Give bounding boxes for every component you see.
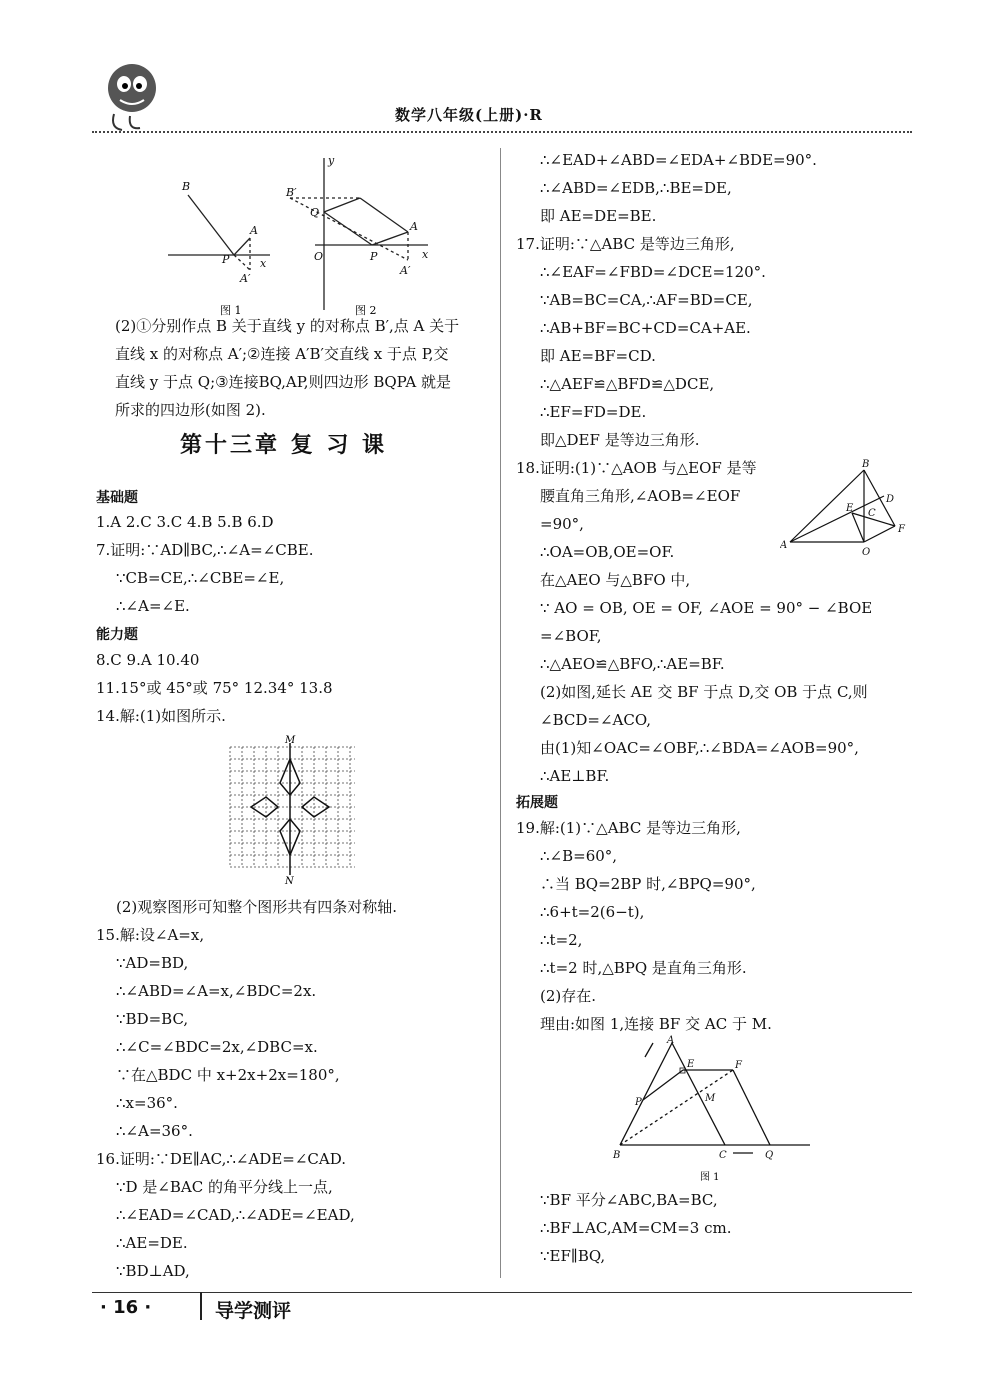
svg-text:Q: Q [310,206,320,219]
solution-line: ∵EF∥BQ, [540,1247,606,1265]
solution-line: ∴当 BQ=2BP 时,∠BPQ=90°, [540,875,756,893]
section-ability: 能力题 [96,627,138,643]
svg-text:A: A [410,220,418,233]
proof-line: 16.证明:∵DE∥AC,∴∠ADE=∠CAD. [96,1150,346,1168]
solution-line: ∴6+t=2(6−t), [540,903,645,921]
proof-line: ∵CB=CE,∴∠CBE=∠E, [116,569,285,587]
proof-line: ∴△AEF≌△BFD≌△DCE, [540,375,715,393]
solution-line: ∴∠B=60°, [540,847,618,865]
fig2-qp [324,212,372,245]
solution-line: ∴t=2, [540,931,583,949]
solution-line: (2)存在. [540,987,597,1005]
svg-text:B: B [862,459,870,470]
proof-line: ∠BCD=∠ACO, [540,711,652,729]
svg-text:C: C [719,1150,727,1161]
fig19-caption: 图 1 [700,1172,720,1183]
svg-text:E: E [846,503,854,514]
svg-text:O: O [314,250,324,263]
section-basic: 基础题 [96,490,138,506]
left-line-3: 直线 y 于点 Q;③连接BQ,AP,则四边形 BQPA 就是 [115,373,451,391]
footer-divider [92,1292,912,1293]
proof-line: ∵BD⊥AD, [116,1262,190,1280]
proof-line: ∵AB=BC=CA,∴AF=BD=CE, [540,291,753,309]
solution-line: ∴t=2 时,△BPQ 是直角三角形. [540,959,747,977]
footer-separator [200,1292,202,1320]
proof-line: =∠BOF, [540,627,602,645]
solution-line: ∴BF⊥AC,AM=CM=3 cm. [540,1219,732,1237]
solution-line: ∵BD=BC, [116,1010,189,1028]
proof-line: 即 AE=BF=CD. [540,347,656,365]
fig2-caption: 图 2 [355,304,377,317]
proof-line: ∵ AO = OB, OE = OF, ∠AOE = 90° − ∠BOE [540,599,873,617]
proof-line: 即 AE=DE=BE. [540,207,657,225]
svg-text:A: A [667,1035,675,1046]
svg-text:x: x [422,248,429,261]
svg-text:E: E [687,1059,695,1070]
svg-text:B′: B′ [286,186,297,199]
fig1-pa [234,238,250,255]
proof-line: 7.证明:∵AD∥BC,∴∠A=∠CBE. [96,541,314,559]
solution-line: 19.解:(1)∵△ABC 是等边三角形, [516,819,741,837]
solution-line: 14.解:(1)如图所示. [96,707,226,725]
proof-line: ∵D 是∠BAC 的角平分线上一点, [116,1178,333,1196]
svg-text:A′: A′ [400,264,411,277]
figure-1-2 [160,150,450,320]
proof-line: ∴∠EAD+∠ABD=∠EDA+∠BDE=90°. [540,151,817,169]
proof-line: ∴∠A=∠E. [116,597,190,615]
solution-line: 理由:如图 1,连接 BF 交 AC 于 M. [540,1015,772,1033]
svg-text:A′: A′ [240,272,251,285]
figure-18 [780,458,915,558]
solution-line: ∵在△BDC 中 x+2x+2x=180°, [116,1066,340,1084]
proof-line: ∴∠ABD=∠EDB,∴BE=DE, [540,179,732,197]
fig2-ba [360,198,408,232]
header-divider [92,131,912,133]
mascot-logo [100,58,160,134]
solution-line: ∴∠A=36°. [116,1122,193,1140]
page-number: · 16 · [100,1297,152,1318]
proof-line: ∴AE⊥BF. [540,767,610,785]
proof-line: ∴∠EAD=∠CAD,∴∠ADE=∠EAD, [116,1206,355,1224]
svg-text:F: F [735,1060,742,1071]
svg-text:F: F [898,524,905,535]
svg-text:N: N [285,876,294,885]
svg-text:B: B [613,1150,621,1161]
svg-text:A: A [780,540,788,551]
proof-line: ∴EF=FD=DE. [540,403,647,421]
svg-text:D: D [886,494,895,505]
proof-line: ∴∠EAF=∠FBD=∠DCE=120°. [540,263,766,281]
proof-line: ∴OA=OB,OE=OF. [540,543,675,561]
svg-text:A: A [250,224,258,237]
svg-text:P: P [370,250,378,263]
svg-text:C: C [868,508,876,519]
proof-line: 在△AEO 与△BFO 中, [540,571,691,589]
solution-line: 15.解:设∠A=x, [96,926,205,944]
solution-line: ∴x=36°. [116,1094,178,1112]
svg-text:y: y [328,154,335,167]
proof-line: =90°, [540,515,584,533]
section-extension: 拓展题 [516,795,558,811]
svg-text:B: B [182,180,191,193]
chapter-title: 第十三章 复 习 课 [180,433,387,458]
left-line-4: 所求的四边形(如图 2). [115,401,266,419]
fig2-bq [324,198,360,212]
fig1-caption: 图 1 [220,304,242,317]
header-title: 数学八年级(上册)·R [395,106,543,124]
figure-19 [605,1035,815,1185]
proof-line: 18.证明:(1)∵△AOB 与△EOF 是等 [516,459,757,477]
proof-line: (2)如图,延长 AE 交 BF 于点 D,交 OB 于点 C,则 [540,683,868,701]
proof-line: ∴AE=DE. [116,1234,188,1252]
solution-line: ∵AD=BD, [116,954,189,972]
answer-line: 11.15°或 45°或 75° 12.34° 13.8 [96,679,333,697]
answer-line: 1.A 2.C 3.C 4.B 5.B 6.D [96,513,274,531]
svg-text:O: O [862,547,871,558]
proof-line: 由(1)知∠OAC=∠OBF,∴∠BDA=∠AOB=90°, [540,739,859,757]
fig2-pa [372,232,408,245]
solution-line: ∴∠ABD=∠A=x,∠BDC=2x. [116,982,317,1000]
footer-brand: 导学测评 [215,1300,292,1322]
svg-text:P: P [222,253,230,266]
svg-text:Q: Q [765,1150,774,1161]
column-divider [500,148,501,1278]
proof-line: ∴AB+BF=BC+CD=CA+AE. [540,319,751,337]
symmetry-grid-figure [225,735,360,885]
solution-line: (2)观察图形可知整个图形共有四条对称轴. [116,898,398,916]
proof-line: 腰直角三角形,∠AOB=∠EOF [540,487,741,505]
left-line-2: 直线 x 的对称点 A′;②连接 A′B′交直线 x 于点 P,交 [115,345,449,363]
svg-text:P: P [635,1097,642,1108]
proof-line: 17.证明:∵△ABC 是等边三角形, [516,235,735,253]
proof-line: ∴△AEO≌△BFO,∴AE=BF. [540,655,725,673]
solution-line: ∴∠C=∠BDC=2x,∠DBC=x. [116,1038,318,1056]
solution-line: ∵BF 平分∠ABC,BA=BC, [540,1191,718,1209]
left-line-1: (2)①分别作点 B 关于直线 y 的对称点 B′,点 A 关于 [115,317,460,335]
svg-text:M: M [285,735,296,746]
fig1-pb [188,195,234,255]
answer-line: 8.C 9.A 10.40 [96,651,200,669]
proof-line: 即△DEF 是等边三角形. [540,431,700,449]
svg-text:x: x [260,257,267,270]
svg-text:M: M [705,1093,716,1104]
